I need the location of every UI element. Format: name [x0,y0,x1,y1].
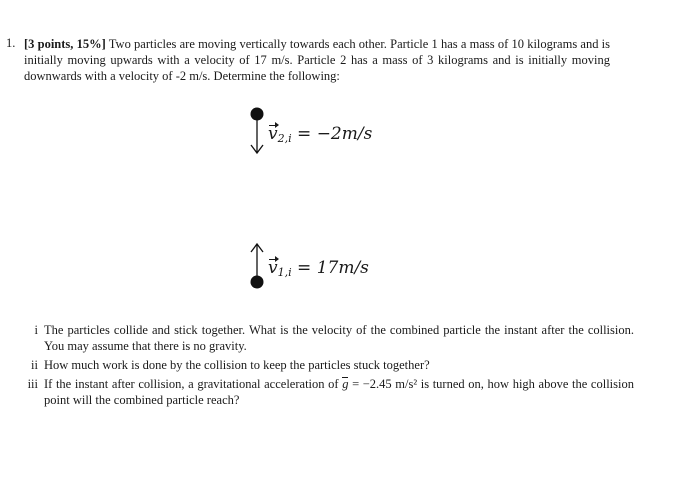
velocity-1-equals: = [291,258,317,278]
velocity-1-value: 17m/s [316,258,369,278]
problem-statement [24,36,610,84]
particle-1-ball [251,276,264,289]
particle-1-arrow-head [251,244,263,252]
question-ii-label: ii [31,358,38,372]
velocity-1-symbol: v [268,258,278,278]
question-ii-text: How much work is done by the collision to keep the particles stuck together? [44,358,430,372]
question-iii-text-before: If the instant after collision, a gravitational acceleration of [44,377,343,391]
velocity-1-label [268,258,369,279]
particle-2-diagram [251,108,264,154]
problem-points: [3 points, 15%] [24,37,106,51]
question-iii-text-after: = −2.45 m/s² is turned on, how high above the collision point will the combined particle reach? [44,377,634,407]
question-i-label: i [34,323,38,337]
velocity-2-label [268,124,372,145]
velocity-2-equals: = [291,124,317,144]
particle-1-diagram [251,244,264,289]
question-iii-text [44,376,634,408]
particle-2-arrow-head [251,145,263,153]
velocity-2-subscript: 2,i [277,132,292,145]
particle-2-ball [251,108,264,121]
velocity-2-symbol: v [268,124,278,144]
question-iii-label: iii [27,377,38,391]
gravity-vector-symbol: g [342,377,349,391]
velocity-1-subscript: 1,i [277,266,292,279]
velocity-2-value: −2m/s [316,124,373,144]
question-i-text: The particles collide and stick together. What is the velocity of the combined particle the instant after the collision. You may assume that there is no gravity. [44,323,634,353]
problem-number: 1. [6,36,16,50]
problem-intro: Two particles are moving vertically towards each other. Particle 1 has a mass of 10 kilograms and is initially moving upwards with a velocity of 17 m/s. Particle 2 has a mass of 3 kilograms and is initially moving downwards with a velocity of -2 m/s. Determine the following: [24,37,611,83]
